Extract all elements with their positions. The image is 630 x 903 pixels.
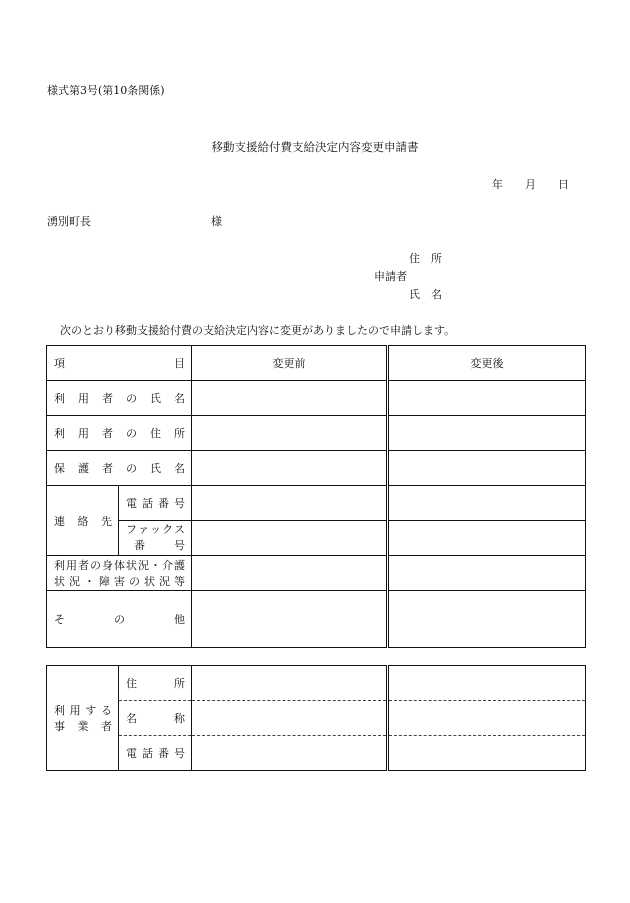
fax-label-line2: 番 号: [134, 539, 185, 552]
provider-name-label-cell: [119, 701, 192, 736]
honorific: 様: [211, 215, 222, 228]
table-row: [47, 666, 586, 701]
provider-table: [46, 665, 586, 771]
date-line: [492, 176, 569, 192]
header-before-cell: 変更前: [192, 346, 388, 381]
guardian-name-label: 保 護 者 の 氏 名: [54, 462, 185, 475]
date-day: 日: [558, 178, 569, 191]
provider-address-label: 住 所: [126, 677, 185, 690]
table-row: [47, 486, 586, 521]
applicant-label: 申請者: [374, 270, 407, 283]
table-row: [47, 416, 586, 451]
phone-before-field[interactable]: [192, 486, 388, 521]
fax-before-field[interactable]: [192, 521, 388, 556]
header-after-cell: 変更後: [388, 346, 586, 381]
user-address-before-field[interactable]: [192, 416, 388, 451]
other-label-cell: [47, 591, 192, 648]
form-number: 様式第3号(第10条関係): [47, 84, 165, 97]
guardian-name-before-field[interactable]: [192, 451, 388, 486]
table-row: [47, 591, 586, 648]
contact-label: 連 絡 先: [54, 514, 112, 528]
provider-phone-before-field[interactable]: [192, 736, 388, 771]
provider-name-label: 名 称: [126, 712, 185, 725]
condition-before-field[interactable]: [192, 556, 388, 591]
table-row: [47, 521, 586, 556]
provider-phone-label: 電 話 番 号: [126, 747, 185, 760]
provider-label-line1: 利 用 す る: [54, 703, 112, 717]
user-address-label-cell: [47, 416, 192, 451]
date-year: 年: [492, 178, 503, 191]
user-name-after-field[interactable]: [388, 381, 586, 416]
table-row: [47, 701, 586, 736]
table-row: [47, 736, 586, 771]
user-name-label: 利 用 者 の 氏 名: [54, 392, 185, 405]
condition-label-line2: 状 況 ・ 障 害 の 状 況 等: [54, 574, 185, 588]
intro-text: 次のとおり移動支援給付費の支給決定内容に変更がありましたので申請します。: [60, 324, 456, 337]
user-name-before-field[interactable]: [192, 381, 388, 416]
provider-address-label-cell: [119, 666, 192, 701]
addressee: 湧別町長: [47, 215, 91, 228]
provider-phone-after-field[interactable]: [388, 736, 586, 771]
phone-label: 電 話 番 号: [126, 497, 185, 510]
guardian-name-label-cell: [47, 451, 192, 486]
fax-label-line1: フ ァ ッ ク ス: [126, 523, 185, 536]
condition-label-cell: [47, 556, 192, 591]
other-after-field[interactable]: [388, 591, 586, 648]
provider-address-after-field[interactable]: [388, 666, 586, 701]
provider-phone-label-cell: [119, 736, 192, 771]
change-table: [46, 345, 586, 648]
table-row: [47, 381, 586, 416]
fax-label-cell: [119, 521, 192, 556]
phone-after-field[interactable]: [388, 486, 586, 521]
date-month: 月: [525, 178, 536, 191]
user-name-label-cell: [47, 381, 192, 416]
provider-label-line2: 事 業 者: [54, 719, 112, 733]
table-row: [47, 451, 586, 486]
provider-name-after-field[interactable]: [388, 701, 586, 736]
other-before-field[interactable]: [192, 591, 388, 648]
header-item-label: 項 目: [54, 357, 185, 370]
table-header-row: [47, 346, 586, 381]
applicant-address-label: 住 所: [409, 252, 442, 265]
applicant-name-label: 氏 名: [409, 288, 442, 301]
provider-label-cell: [47, 666, 119, 771]
document-title: 移動支援給付費支給決定内容変更申請書: [211, 140, 419, 154]
user-address-after-field[interactable]: [388, 416, 586, 451]
condition-label-line1: 利 用 者 の 身 体 状 況 ・ 介 護: [54, 558, 185, 572]
other-label: そ の 他: [54, 613, 185, 626]
provider-address-before-field[interactable]: [192, 666, 388, 701]
fax-after-field[interactable]: [388, 521, 586, 556]
header-item-cell: [47, 346, 192, 381]
table-row: [47, 556, 586, 591]
user-address-label: 利 用 者 の 住 所: [54, 427, 185, 440]
condition-after-field[interactable]: [388, 556, 586, 591]
phone-label-cell: [119, 486, 192, 521]
contact-label-cell: [47, 486, 119, 556]
provider-name-before-field[interactable]: [192, 701, 388, 736]
guardian-name-after-field[interactable]: [388, 451, 586, 486]
